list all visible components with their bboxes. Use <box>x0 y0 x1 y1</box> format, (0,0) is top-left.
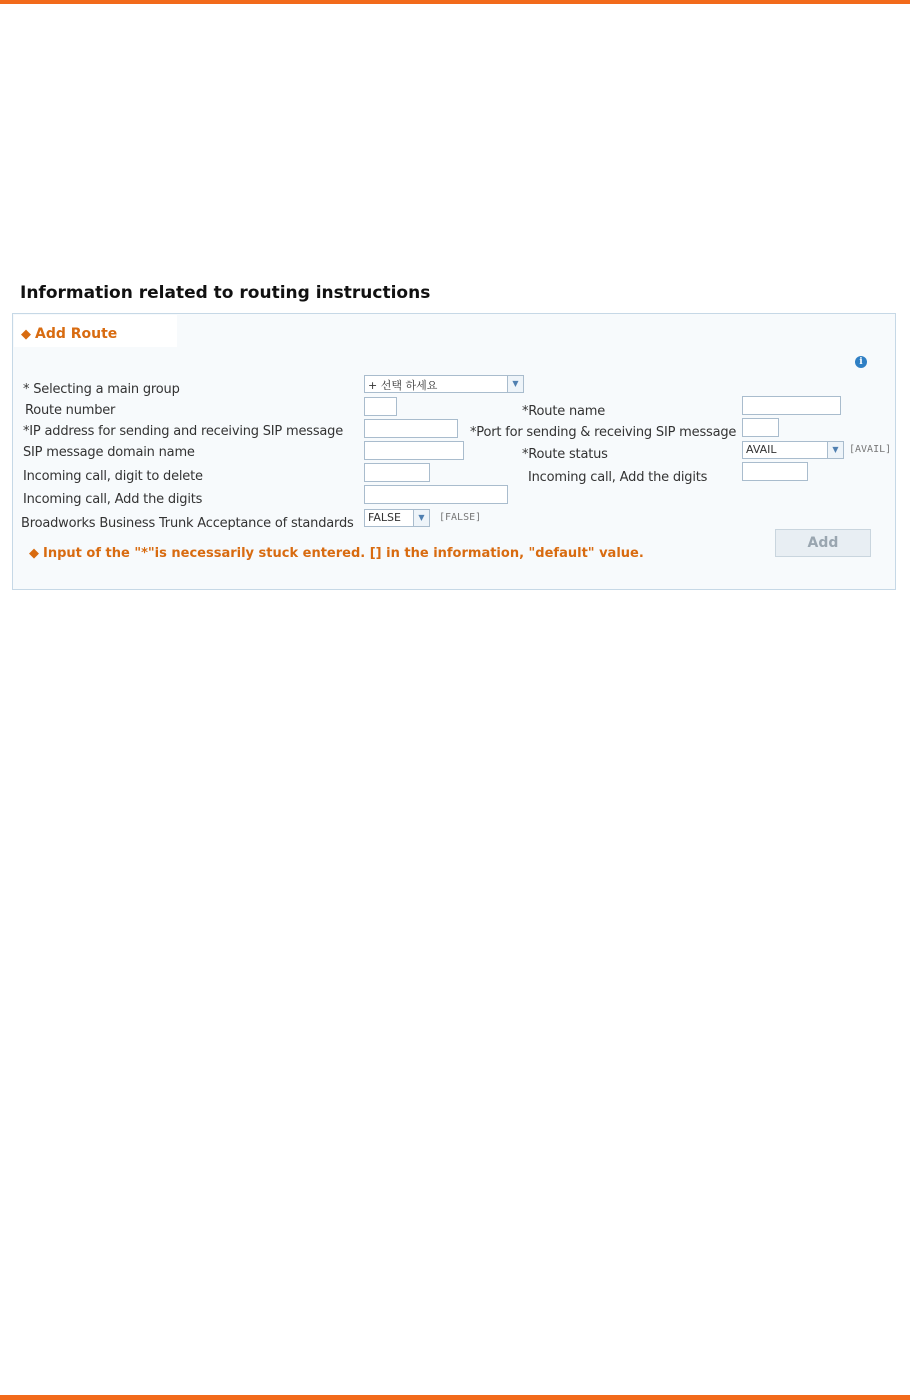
notice-text: Input of the "*"is necessarily stuck entered. [] in the information, "default" value. <box>43 546 644 561</box>
broadworks-select[interactable] <box>364 509 430 527</box>
panel-title <box>21 326 117 342</box>
bottom-accent-bar <box>0 1395 910 1400</box>
chevron-down-icon: ▼ <box>413 510 429 526</box>
route-number-label: Route number <box>25 403 116 418</box>
add-digits-label-left: Incoming call, Add the digits <box>23 492 203 507</box>
diamond-icon: ◆ <box>21 327 31 342</box>
domain-name-label: SIP message domain name <box>23 445 195 460</box>
domain-name-input[interactable] <box>364 441 464 460</box>
info-icon[interactable]: i <box>855 356 867 368</box>
add-digits-input-right[interactable] <box>742 462 808 481</box>
port-label: *Port for sending & receiving SIP message <box>470 425 737 440</box>
main-group-label: * Selecting a main group <box>23 382 180 397</box>
route-number-input[interactable] <box>364 397 397 416</box>
chevron-down-icon: ▼ <box>827 442 843 458</box>
broadworks-selected: FALSE <box>368 511 401 524</box>
ip-address-label: *IP address for sending and receiving SIP message <box>23 424 344 439</box>
chevron-down-icon: ▼ <box>507 376 523 392</box>
route-status-selected: AVAIL <box>746 443 777 456</box>
required-notice <box>29 546 644 561</box>
broadworks-default: [FALSE] <box>439 512 482 523</box>
route-status-default: [AVAIL] <box>849 444 892 455</box>
route-status-label: *Route status <box>522 447 608 462</box>
add-button[interactable]: Add <box>775 529 871 557</box>
main-group-select[interactable] <box>364 375 524 393</box>
route-status-select[interactable] <box>742 441 844 459</box>
panel-header <box>14 315 177 347</box>
main-group-selected: + 선택 하세요 <box>368 379 438 392</box>
route-name-label: *Route name <box>522 404 606 419</box>
add-digits-label-right: Incoming call, Add the digits <box>528 470 708 485</box>
add-route-panel <box>12 313 896 590</box>
panel-title-text: Add Route <box>35 326 118 342</box>
add-digits-input-left[interactable] <box>364 485 508 504</box>
digit-delete-label: Incoming call, digit to delete <box>23 469 203 484</box>
broadworks-label: Broadworks Business Trunk Acceptance of standards <box>21 516 354 531</box>
section-title: Information related to routing instructions <box>20 283 431 303</box>
port-input[interactable] <box>742 418 779 437</box>
diamond-icon: ◆ <box>29 546 39 561</box>
ip-address-input[interactable] <box>364 419 458 438</box>
top-accent-bar <box>0 0 910 4</box>
route-name-input[interactable] <box>742 396 841 415</box>
digit-delete-input[interactable] <box>364 463 430 482</box>
